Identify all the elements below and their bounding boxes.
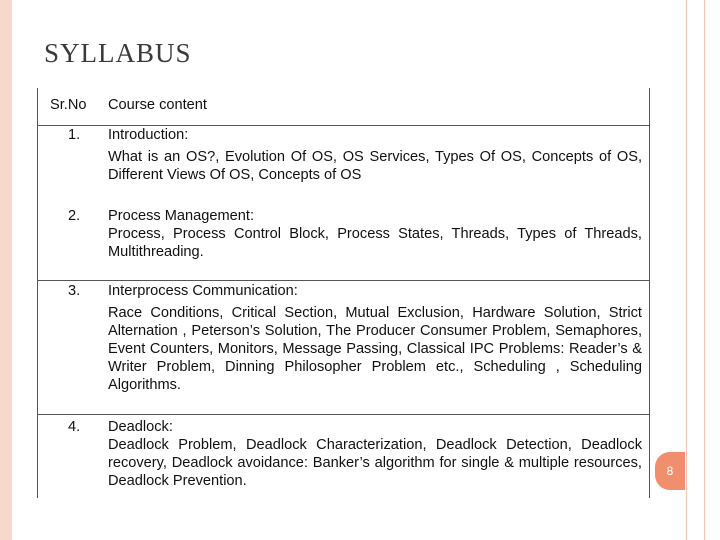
row-content: [108, 126, 642, 184]
syllabus-table: [37, 88, 650, 498]
row-body: What is an OS?, Evolution Of OS, OS Services, Types Of OS, Concepts of OS, Different Views Of OS, Concepts of OS: [108, 149, 642, 183]
row-number: 2.: [68, 208, 81, 224]
header-sr-no: Sr.No: [50, 97, 87, 113]
row-content: [108, 282, 642, 394]
row-body: Deadlock Problem, Deadlock Characterization, Deadlock Detection, Deadlock recovery, Deadlock avoidance: Banker’s algorithm for single & multiple resources, Deadlock Prevention.: [108, 437, 642, 489]
header-course-content: Course content: [108, 97, 207, 113]
row-content: [108, 418, 642, 490]
left-decorative-band: [0, 0, 12, 540]
row-divider: [38, 414, 649, 415]
row-heading: Deadlock:: [108, 419, 173, 435]
slide-title: SYLLABUS: [44, 38, 192, 68]
row-divider: [38, 280, 649, 281]
row-number: 4.: [68, 419, 81, 435]
row-heading: Introduction:: [108, 127, 189, 143]
right-decorative-line: [686, 0, 687, 540]
row-body: Process, Process Control Block, Process States, Threads, Types of Threads, Multithreading.: [108, 226, 642, 260]
row-number: 3.: [68, 283, 81, 299]
row-heading: Interprocess Communication:: [108, 283, 298, 299]
row-number: 1.: [68, 127, 81, 143]
page-number-badge: 8: [655, 452, 685, 490]
row-content: [108, 207, 642, 261]
row-heading: Process Management:: [108, 208, 255, 224]
right-decorative-line: [704, 0, 705, 540]
row-body: Race Conditions, Critical Section, Mutual Exclusion, Hardware Solution, Strict Alternation , Peterson’s Solution, The Producer Consumer Problem, Semaphores, Event Counters, Monitors, Message Passing, Classical IPC Problems: Reader’s & Writer Problem, Dinning Philosopher Problem etc., Scheduling , Scheduling Algorithms.: [108, 305, 642, 393]
